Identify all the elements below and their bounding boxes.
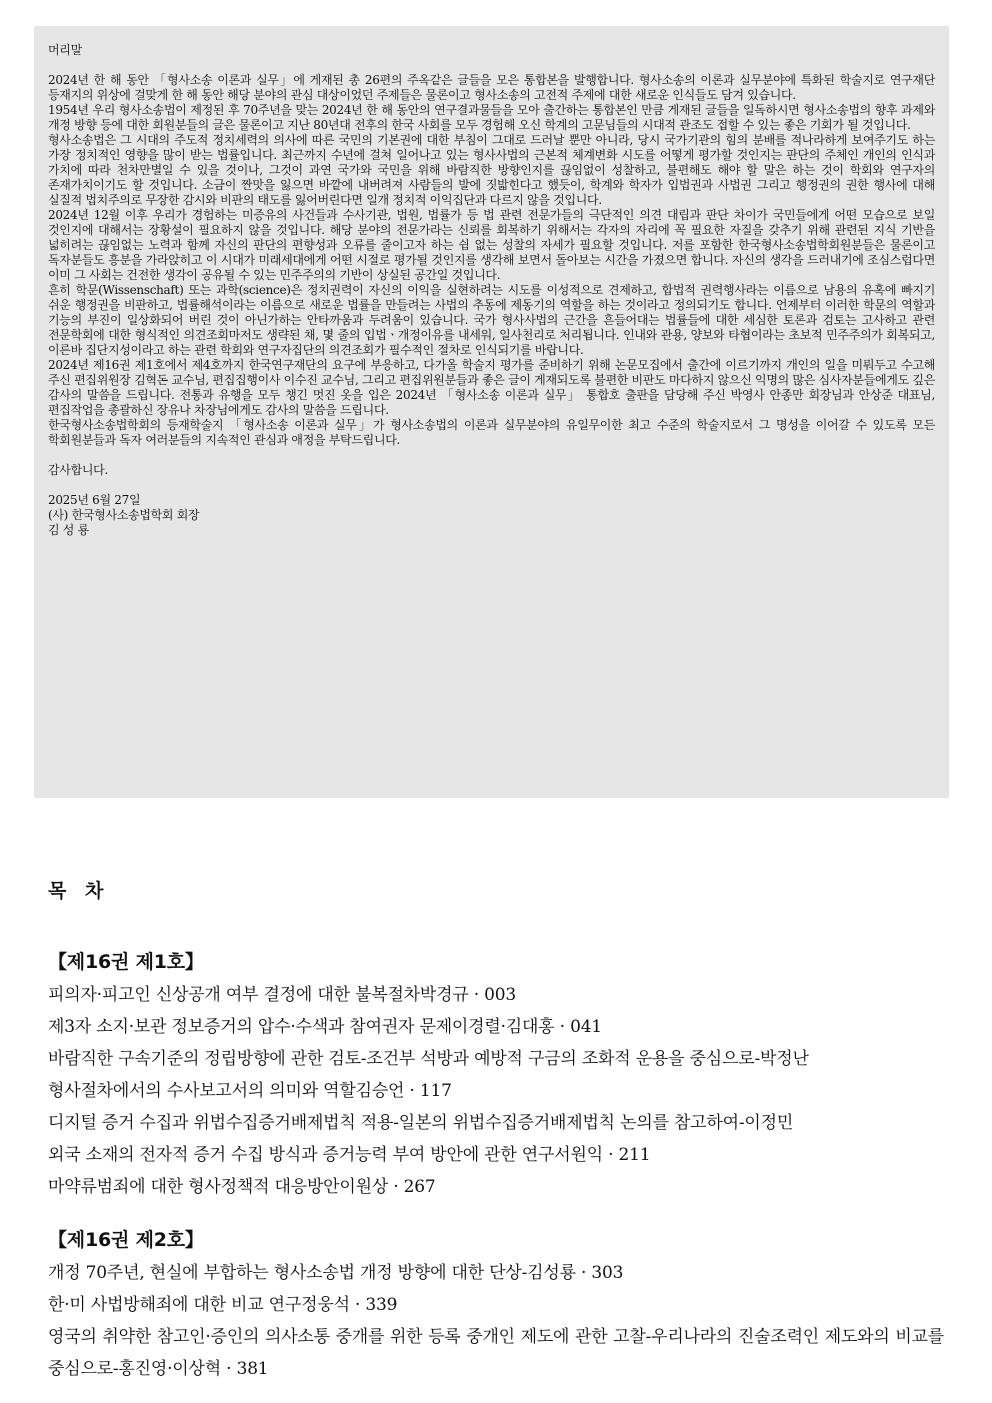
issue-heading: 【제16권 제2호】 <box>48 1229 204 1251</box>
preface-signature-name: 김 성 룡 <box>48 523 89 537</box>
preface-paragraph: 흔히 학문(Wissenschaft) 또는 과학(science)은 정치권력이 자신의 이익을 실현하려는 시도를 이성적으로 견제하고, 합법적 권력행사라는 이름으로 남용의 유혹에 빠지기 쉬운 행정권을 비판하고, 법률해석이라는 이름으로 새로운 법률을 만들려는 사법의 추동에 제동기의 역할을 하는 것이라고 정의되기도 합니다. 언제부터 이러한 학문의 역할과 기능의 부진이 일상화되어 버린 것이 아닌가하는 안타까움과 두려움이 있습니다. 국가 형사사법의 근간을 흔들어대는 법률들에 대한 세심한 토론과 검토는 고사하고 관련 전문학회에 대한 형식적인 의견조회마저도 생략된 채, 몇 줄의 입법ㆍ개정이유를 내세워, 일사천리로 처리됩니다. 인내와 관용, 양보와 타협이라는 초보적 민주주의가 회복되고, 이른바 집단지성이라고 하는 관련 학회와 연구자집단의 의견조회가 필수적인 절차로 인식되기를 바랍니다. <box>48 283 935 357</box>
toc-item[interactable]: 형사절차에서의 수사보고서의 의미와 역할김승언 · 117 <box>48 1081 452 1101</box>
preface-paragraph: 형사소송법은 그 시대의 주도적 정치세력의 의사에 따른 국민의 기본권에 대한 부침이 그대로 드러날 뿐만 아니라, 당시 국가기관의 힘의 분배를 적나라하게 보여주기도 하는 가장 정치적인 영향을 많이 받는 법률입니다. 최근까지 수년에 걸쳐 일어나고 있는 형사사법의 근본적 체계변화 시도를 어떻게 평가할 것인지는 판단의 주체인 개인의 인식과 가치에 따라 천차만별일 수 있을 것이나, 그것이 과연 국가와 국민을 위해 바람직한 방향인지를 끊임없이 성찰하고, 불편해도 해야 할 말은 하는 것이 학회와 연구자의 존재가치이기도 할 것입니다. 소금이 짠맛을 잃으면 바깥에 내버려져 사람들의 발에 짓밟힌다고 했듯이, 학계와 학자가 입법권과 사법권 그리고 행정권의 권한 행사에 대해 실질적 법치주의로 무장한 감시와 비판의 태도를 잃어버린다면 일개 정치적 이익집단과 다르지 않을 것입니다. <box>48 133 935 207</box>
preface-paragraph: 1954년 우리 형사소송법이 제정된 후 70주년을 맞는 2024년 한 해 동안의 연구결과물들을 모아 출간하는 통합본인 만큼 게재된 글들을 일독하시면 형사소송법의 향후 과제와 개정 방향 등에 대한 회원분들의 글은 물론이고 지난 80년대 전후의 한국 사회를 모두 경험해 오신 학계의 고문님들의 시대적 관조도 접할 수 있는 좋은 기회가 될 것입니다. <box>48 103 935 132</box>
issue-heading: 【제16권 제1호】 <box>48 951 204 973</box>
preface-paragraph: 2024년 제16권 제1호에서 제4호까지 한국연구재단의 요구에 부응하고, 다가올 학술지 평가를 준비하기 위해 논문모집에서 출간에 이르기까지 개인의 일을 미뤄두고 수고해 주신 편집위원장 김혁돈 교수님, 편집집행이사 이수진 교수님, 그리고 편집위원분들과 좋은 글이 게재되도록 불편한 비판도 마다하지 않으신 익명의 많은 심사자분들에게도 깊은 감사의 말씀을 드립니다. 전통과 유행을 모두 챙긴 멋진 옷을 입은 2024년 「형사소송 이론과 실무」 통합호 출판을 담당해 주신 박영사 안종만 회장님과 안상준 대표님, 편집작업을 총괄하신 장유나 차장님에게도 감사의 말씀을 드립니다. <box>48 358 935 417</box>
preface-organization: (사) 한국형사소송법학회 회장 <box>48 508 200 522</box>
preface-box <box>34 26 949 798</box>
toc-item[interactable]: 디지털 증거 수집과 위법수집증거배제법칙 적용-일본의 위법수집증거배제법칙 논의를 참고하여-이정민 <box>48 1113 794 1133</box>
preface-title: 머리말 <box>48 43 82 57</box>
preface-paragraph: 2024년 12월 이후 우리가 경험하는 미증유의 사건들과 수사기관, 법원, 법률가 등 법 관련 전문가들의 극단적인 의견 대립과 판단 차이가 국민들에게 어떤 모습으로 보일 것인지에 대해서는 장황설이 필요하지 않을 것입니다. 해당 분야의 전문가라는 신뢰를 회복하기 위해서는 각자의 자리에 꼭 필요한 자질을 갖추기 위해 관련된 지식 기반을 넓히려는 끊임없는 노력과 함께 자신의 판단의 편향성과 오류를 줄이고자 하는 쉼 없는 성찰의 자세가 필요할 것입니다. 저를 포함한 한국형사소송법학회원분들은 물론이고 독자분들도 흥분을 가라앉히고 이 시대가 미래세대에게 어떤 시절로 평가될 것인지를 생각해 보면서 돌아보는 시간을 가졌으면 합니다. 자신의 생각을 드러내기에 조심스럽다면 이미 그 사회는 건전한 생각이 공유될 수 있는 민주주의의 기반이 상실된 공간일 것입니다. <box>48 208 935 282</box>
toc-item[interactable]: 바람직한 구속기준의 정립방향에 관한 검토-조건부 석방과 예방적 구금의 조화적 운용을 중심으로-박정난 <box>48 1049 809 1069</box>
preface-thanks: 감사합니다. <box>48 463 108 477</box>
toc-item[interactable]: 외국 소재의 전자적 증거 수집 방식과 증거능력 부여 방안에 관한 연구서원익 · 211 <box>48 1145 651 1165</box>
preface-paragraph: 2024년 한 해 동안 「형사소송 이론과 실무」에 게재된 총 26편의 주옥같은 글들을 모은 통합본을 발행합니다. 형사소송의 이론과 실무분야에 특화된 학술지로 연구재단 등재지의 위상에 걸맞게 한 해 동안 해당 분야의 관심 대상이었던 주제들은 물론이고 형사소송의 고전적 주제에 대한 새로운 인식들도 담겨 있습니다. <box>48 73 935 102</box>
table-of-contents <box>48 945 944 1385</box>
preface-paragraph: 한국형사소송법학회의 등재학술지 「형사소송 이론과 실무」가 형사소송법의 이론과 실무분야의 유일무이한 최고 수준의 학술지로서 그 명성을 이어갈 수 있도록 모든 학회원분들과 독자 여러분들의 지속적인 관심과 애정을 부탁드립니다. <box>48 418 935 447</box>
toc-item[interactable]: 제3자 소지·보관 정보증거의 압수·수색과 참여권자 문제이경렬·김대홍 · 041 <box>48 1017 602 1037</box>
toc-title: 목 차 <box>48 880 110 902</box>
toc-item[interactable]: 마약류범죄에 대한 형사정책적 대응방안이원상 · 267 <box>48 1177 436 1197</box>
preface-date: 2025년 6월 27일 <box>48 493 141 507</box>
toc-item[interactable]: 영국의 취약한 참고인·증인의 의사소통 중개를 위한 등록 중개인 제도에 관한 고찰-우리나라의 진술조력인 제도와의 비교를 중심으로-홍진영·이상혁 · 381 <box>48 1327 944 1379</box>
toc-item[interactable]: 피의자·피고인 신상공개 여부 결정에 대한 불복절차박경규 · 003 <box>48 985 517 1005</box>
toc-item[interactable]: 한·미 사법방해죄에 대한 비교 연구정웅석 · 339 <box>48 1295 398 1315</box>
toc-item[interactable]: 개정 70주년, 현실에 부합하는 형사소송법 개정 방향에 대한 단상-김성룡 · 303 <box>48 1263 624 1283</box>
